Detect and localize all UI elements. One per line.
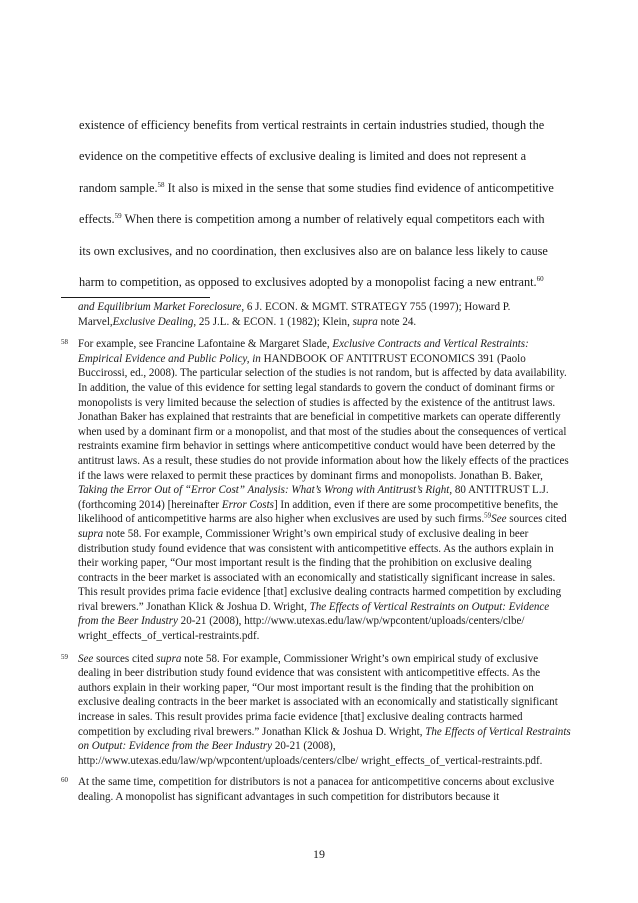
- body-line-3: random sample.: [79, 180, 158, 195]
- body-paragraph: [79, 110, 565, 298]
- body-line-4-cont: When there is competition among a number of relatively equal competitors each with: [121, 212, 545, 227]
- footnote-ref-60[interactable]: 60: [536, 274, 544, 283]
- body-line-2: evidence on the competitive effects of exclusive dealing is limited and does not represent a: [79, 149, 527, 164]
- footnote-number: 60: [61, 776, 68, 785]
- footnote-separator: [61, 297, 210, 298]
- footnote-ref-58[interactable]: 58: [157, 180, 165, 189]
- footnote-continued: and Equilibrium Market Foreclosure, 6 J. ECON. & MGMT. STRATEGY 755 (1997); Howard P. Marvel,Exclusive Dealing, 25 J.L. & ECON. 1 (1982); Klein, supra note 24.: [78, 301, 511, 328]
- footnote-number: 59: [61, 652, 68, 661]
- body-line-6: harm to competition, as opposed to exclusives adopted by a monopolist facing a new entrant.: [79, 275, 537, 290]
- body-line-1: existence of efficiency benefits from vertical restraints in certain industries studied, though the: [79, 118, 545, 132]
- footnotes-section: [61, 300, 571, 805]
- body-line-4: effects.: [79, 212, 115, 227]
- footnote-number: 58: [61, 338, 68, 347]
- footnote-58: 58 For example, see Francine Lafontaine & Margaret Slade, Exclusive Contracts and Vertical Restraints: Empirical Evidence and Public Policy, in HANDBOOK OF ANTITRUST ECONOMICS 391 (Paolo Buccirossi, ed., 2008). The particular selection of the studies is not random, but is affected by data availability. In addition, the value of this evidence for setting legal standards to govern the conduct of dominant firms or monopolists is very limited because the selection of studies is affected by the existence of the antitrust laws. Jonathan Baker has explained that restraints that are beneficial in competitive markets can operate differently when used by a dominant firm or a monopolist, and that most of the studies about the consequences of vertical restraints examine firm behavior in settings where anticompetitive conduct would have been deterred by the antitrust laws. As a result, these studies do not provide information about how the likely effects of the practices if the laws were relaxed to permit these practices by dominant firms and monopolists. Jonathan B. Baker, Taking the Error Out of “Error Cost” Analysis: What’s Wrong with Antitrust’s Right, 80 ANTITRUST L.J. (forthcoming 2014) [hereinafter Error Costs] In addition, even if there are some procompetitive benefits, the likelihood of anticompetitive harms are also higher when exclusives are used by such firms.$^{59}$See sources cited supra note 58. For example, Commissioner Wright’s own empirical study of exclusive dealing in beer distribution study found evidence that was consistent with anticompetitive effects. As the authors explain in their working paper, “Our most important result is the finding that the prohibition on exclusive dealing contracts in the beer market is associated with an economically and statistically significant increase in sales. This result provides prima facie evidence [that] exclusive dealing contracts harmed competition by excluding rival brewers.” Jonathan Klick & Joshua D. Wright, The Effects of Vertical Restraints on Output: Evidence from the Beer Industry 20-21 (2008), http://www.utexas.edu/law/wp/wpcontent/uploads/centers/clbe/ wright_effects_of_vertical-restraints.pdf.: [61, 337, 571, 643]
- footnote-59: 59 See sources cited supra note 58. For example, Commissioner Wright’s own empirical study of exclusive dealing in beer distribution study found evidence that was consistent with anticompetitive effects. As the authors explain in their working paper, “Our most important result is the finding that the prohibition on exclusive dealing contracts in the beer market is associated with an economically and statistically significant increase in sales. This result provides prima facie evidence [that] exclusive dealing contracts harmed competition by excluding rival brewers.” Jonathan Klick & Joshua D. Wright, The Effects of Vertical Restraints on Output: Evidence from the Beer Industry 20-21 (2008), http://www.utexas.edu/law/wp/wpcontent/uploads/centers/clbe/ wright_effects_of_vertical-restraints.pdf.: [61, 652, 571, 769]
- body-line-5: its own exclusives, and no coordination, then exclusives also are on balance less likely to cause: [79, 243, 548, 258]
- page-number: 19: [313, 847, 325, 861]
- body-line-3-cont: It also is mixed in the sense that some studies find evidence of anticompetitive: [164, 180, 554, 195]
- footnote-60: 60 At the same time, competition for distributors is not a panacea for anticompetitive concerns about exclusive dealing. A monopolist has significant advantages in such competition for distributors because it: [61, 775, 571, 804]
- footnote-ref-59[interactable]: 59: [114, 212, 122, 221]
